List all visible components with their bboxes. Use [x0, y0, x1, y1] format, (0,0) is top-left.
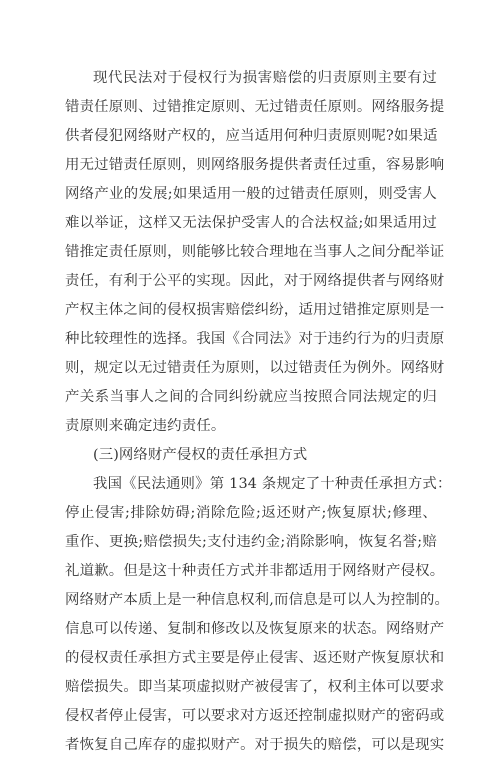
section-heading: (三)网络财产侵权的责任承担方式 [93, 447, 308, 463]
paragraph-liability-methods [65, 470, 452, 760]
text-line: 种比较理性的选择。我国《合同法》对于违约行为的归责原 [65, 331, 445, 347]
text-line: 现代民法对于侵权行为损害赔偿的归责原则主要有过 [93, 70, 437, 86]
text-line: 网络产业的发展;如果适用一般的过错责任原则，则受害人 [65, 186, 437, 202]
text-line: 的侵权责任承担方式主要是停止侵害、返还财产恢复原状和 [65, 650, 445, 666]
text-line: 供者侵犯网络财产权的，应当适用何种归责原则呢?如果适 [65, 128, 438, 144]
text-line: 错责任原则、过错推定原则、无过错责任原则。网络服务提 [65, 99, 445, 115]
text-line: 赔偿损失。即当某项虚拟财产被侵害了，权利主体可以要求 [65, 679, 445, 695]
text-line: 则，规定以无过错责任为原则，以过错责任为例外。网络财 [65, 360, 445, 376]
text-line: 产权主体之间的侵权损害赔偿纠纷，适用过错推定原则是一 [65, 302, 445, 318]
text-line: 重作、更换;赔偿损失;支付违约金;消除影响，恢复名誉;赔 [65, 534, 437, 550]
text-line: 者恢复自己库存的虚拟财产。对于损失的赔偿，可以是现实 [65, 737, 445, 753]
text-line: 责原则来确定违约责任。 [65, 418, 226, 434]
text-line: 停止侵害;排除妨碍;消除危险;返还财产;恢复原状;修理、 [65, 505, 437, 521]
paragraph-liability-principles [65, 64, 445, 441]
text-line: 难以举证，这样又无法保护受害人的合法权益;如果适用过 [65, 215, 437, 231]
document-body [65, 64, 452, 760]
text-line: 信息可以传递、复制和修改以及恢复原来的状态。网络财产 [65, 621, 445, 637]
text-line: 礼道歉。但是这十种责任方式并非都适用于网络财产侵权。 [65, 563, 445, 579]
text-line: 侵权者停止侵害，可以要求对方返还控制虚拟财产的密码或 [65, 708, 445, 724]
text-line: 产关系当事人之间的合同纠纷就应当按照合同法规定的归 [65, 389, 437, 405]
text-line: 错推定责任原则，则能够比较合理地在当事人之间分配举证 [65, 244, 445, 260]
text-line: 网络财产本质上是一种信息权利,而信息是可以人为控制的。 [65, 592, 450, 608]
text-line: 用无过错责任原则，则网络服务提供者责任过重，容易影响 [65, 157, 445, 173]
text-line: 我国《民法通则》第 134 条规定了十种责任承担方式： [93, 476, 452, 492]
text-line: 责任，有利于公平的实现。因此，对于网络提供者与网络财 [65, 273, 445, 289]
